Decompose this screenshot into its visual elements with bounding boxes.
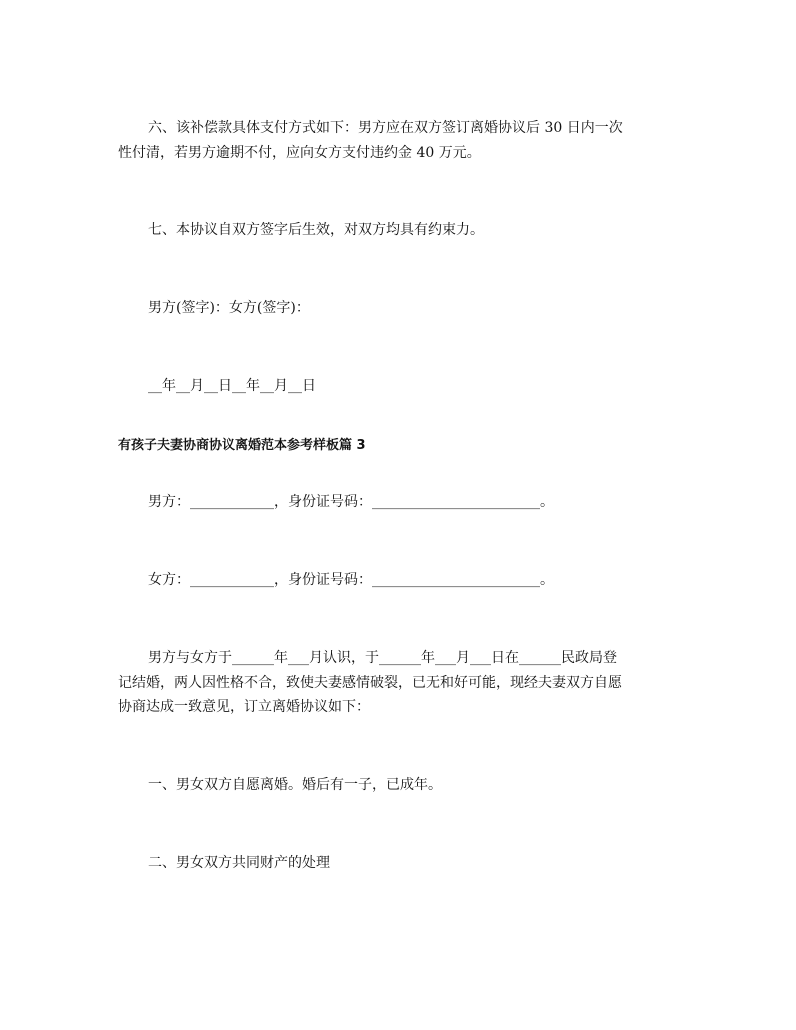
signature-line: 男方(签字)：女方(签字)： bbox=[148, 300, 310, 316]
date-line: __年__月__日__年__月__日 bbox=[148, 378, 316, 394]
man-info-line: 男方：____________，身份证号码：________________________。 bbox=[148, 494, 554, 510]
woman-info-line: 女方：____________，身份证号码：________________________。 bbox=[148, 572, 554, 588]
intro-line-1: 男方与女方于______年___月认识，于______年___月___日在______民政局登 bbox=[148, 650, 617, 666]
paragraph-7: 七、本协议自双方签字后生效，对双方均具有约束力。 bbox=[148, 222, 484, 238]
section-3-title: 有孩子夫妻协商协议离婚范本参考样板篇 3 bbox=[118, 438, 366, 453]
item-2: 二、男女双方共同财产的处理 bbox=[148, 855, 330, 871]
item-1: 一、男女双方自愿离婚。婚后有一子，已成年。 bbox=[148, 777, 442, 793]
paragraph-6-line-2: 性付清，若男方逾期不付，应向女方支付违约金 40 万元。 bbox=[118, 145, 481, 161]
intro-line-3: 协商达成一致意见，订立离婚协议如下： bbox=[118, 699, 370, 715]
paragraph-6-line-1: 六、该补偿款具体支付方式如下：男方应在双方签订离婚协议后 30 日内一次 bbox=[148, 120, 623, 136]
intro-line-2: 记结婚，两人因性格不合，致使夫妻感情破裂，已无和好可能，现经夫妻双方自愿 bbox=[118, 675, 622, 691]
